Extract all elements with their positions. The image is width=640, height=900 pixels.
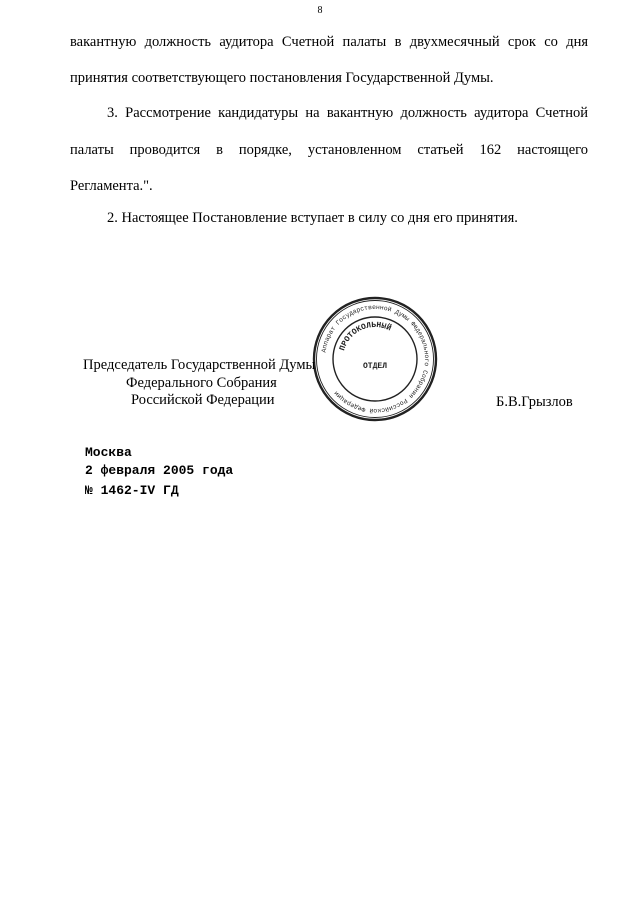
paragraph-line-3: 3. Рассмотрение кандидатуры на вакантную должность аудитора Счетной	[107, 105, 588, 121]
official-seal	[312, 296, 438, 422]
paragraph-line-2: принятия соответствующего постановления Государственной Думы.	[70, 70, 494, 86]
signatory-title-line-1: Председатель Государственной Думы	[83, 357, 316, 373]
seal-center-text: ОТДЕЛ	[362, 362, 388, 371]
signatory-title-line-3: Российской Федерации	[131, 392, 275, 408]
paragraph-line-1: вакантную должность аудитора Счетной палаты в двухмесячный срок со дня	[70, 34, 588, 50]
paragraph-line-4: палаты проводится в порядке, установленном статьей 162 настоящего	[70, 142, 588, 158]
signatory-title-line-2: Федерального Собрания	[126, 375, 277, 391]
footer-date: 2 февраля 2005 года	[85, 463, 234, 478]
footer-number: № 1462-IV ГД	[85, 483, 179, 498]
signatory-name: Б.В.Грызлов	[496, 394, 573, 410]
paragraph-line-6: 2. Настоящее Постановление вступает в силу со дня его принятия.	[107, 210, 518, 226]
seal-outer-text: Аппарат Государственной Думы Федерального Собрания Российской Федерации	[320, 303, 431, 415]
paragraph-line-5: Регламента.".	[70, 178, 153, 194]
seal-inner-text: ПРОТОКОЛЬНЫЙ	[338, 320, 393, 353]
footer-city: Москва	[85, 445, 132, 460]
page-number: 8	[317, 5, 323, 16]
